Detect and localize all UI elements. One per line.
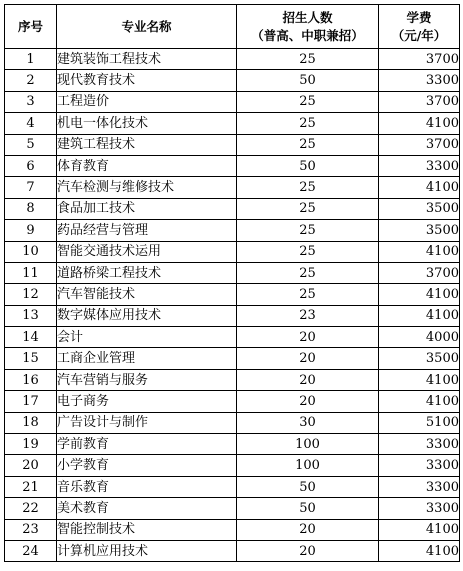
row-fee: 4100 bbox=[379, 284, 460, 305]
table-row bbox=[5, 220, 460, 241]
table-row bbox=[5, 177, 460, 198]
row-index: 22 bbox=[5, 498, 57, 519]
row-major-name: 电子商务 bbox=[57, 391, 237, 412]
row-enrollment: 50 bbox=[237, 476, 379, 497]
row-fee: 3500 bbox=[379, 348, 460, 369]
row-enrollment: 20 bbox=[237, 391, 379, 412]
table-row bbox=[5, 305, 460, 326]
table-row bbox=[5, 498, 460, 519]
row-index: 3 bbox=[5, 91, 57, 112]
row-enrollment: 23 bbox=[237, 305, 379, 326]
row-major-name: 道路桥梁工程技术 bbox=[57, 262, 237, 283]
row-fee: 4100 bbox=[379, 540, 460, 561]
row-index: 21 bbox=[5, 476, 57, 497]
row-fee: 3300 bbox=[379, 455, 460, 476]
row-fee: 3300 bbox=[379, 434, 460, 455]
row-major-name: 计算机应用技术 bbox=[57, 540, 237, 561]
row-fee: 3300 bbox=[379, 498, 460, 519]
row-enrollment: 20 bbox=[237, 348, 379, 369]
row-index: 13 bbox=[5, 305, 57, 326]
row-enrollment: 25 bbox=[237, 134, 379, 155]
row-index: 8 bbox=[5, 198, 57, 219]
row-index: 23 bbox=[5, 519, 57, 540]
row-fee: 3300 bbox=[379, 70, 460, 91]
row-major-name: 现代教育技术 bbox=[57, 70, 237, 91]
row-major-name: 汽车智能技术 bbox=[57, 284, 237, 305]
row-enrollment: 25 bbox=[237, 49, 379, 70]
row-fee: 4100 bbox=[379, 305, 460, 326]
table-row bbox=[5, 476, 460, 497]
row-major-name: 建筑工程技术 bbox=[57, 134, 237, 155]
table-row bbox=[5, 391, 460, 412]
row-enrollment: 100 bbox=[237, 434, 379, 455]
row-index: 24 bbox=[5, 540, 57, 561]
row-major-name: 会计 bbox=[57, 327, 237, 348]
row-enrollment: 20 bbox=[237, 327, 379, 348]
row-enrollment: 25 bbox=[237, 177, 379, 198]
row-major-name: 智能控制技术 bbox=[57, 519, 237, 540]
row-major-name: 建筑装饰工程技术 bbox=[57, 49, 237, 70]
row-enrollment: 25 bbox=[237, 91, 379, 112]
header-row bbox=[5, 5, 460, 49]
row-fee: 4100 bbox=[379, 519, 460, 540]
table-row bbox=[5, 369, 460, 390]
table-row bbox=[5, 327, 460, 348]
row-index: 6 bbox=[5, 155, 57, 176]
row-major-name: 数字媒体应用技术 bbox=[57, 305, 237, 326]
row-major-name: 汽车检测与维修技术 bbox=[57, 177, 237, 198]
header-fee bbox=[379, 5, 460, 49]
row-fee: 4100 bbox=[379, 391, 460, 412]
row-index: 1 bbox=[5, 49, 57, 70]
row-fee: 4000 bbox=[379, 327, 460, 348]
table-row bbox=[5, 434, 460, 455]
table-row bbox=[5, 519, 460, 540]
row-enrollment: 50 bbox=[237, 498, 379, 519]
row-fee: 3700 bbox=[379, 262, 460, 283]
row-fee: 4100 bbox=[379, 369, 460, 390]
row-index: 20 bbox=[5, 455, 57, 476]
table-row bbox=[5, 284, 460, 305]
row-index: 17 bbox=[5, 391, 57, 412]
table-row bbox=[5, 455, 460, 476]
row-enrollment: 20 bbox=[237, 369, 379, 390]
row-enrollment: 25 bbox=[237, 284, 379, 305]
row-index: 15 bbox=[5, 348, 57, 369]
row-index: 11 bbox=[5, 262, 57, 283]
row-enrollment: 25 bbox=[237, 262, 379, 283]
row-index: 7 bbox=[5, 177, 57, 198]
row-enrollment: 30 bbox=[237, 412, 379, 433]
row-index: 18 bbox=[5, 412, 57, 433]
row-enrollment: 20 bbox=[237, 540, 379, 561]
header-enrollment-note: （普高、中职兼招） bbox=[251, 27, 364, 43]
row-fee: 3500 bbox=[379, 198, 460, 219]
row-index: 12 bbox=[5, 284, 57, 305]
row-enrollment: 25 bbox=[237, 113, 379, 134]
row-index: 10 bbox=[5, 241, 57, 262]
row-fee: 3300 bbox=[379, 155, 460, 176]
row-index: 4 bbox=[5, 113, 57, 134]
header-enrollment-title: 招生人数 bbox=[282, 9, 333, 25]
row-index: 9 bbox=[5, 220, 57, 241]
table-row bbox=[5, 155, 460, 176]
header-fee-unit: （元/年） bbox=[391, 27, 447, 43]
row-major-name: 音乐教育 bbox=[57, 476, 237, 497]
table-header bbox=[5, 5, 460, 49]
row-fee: 3500 bbox=[379, 220, 460, 241]
table-row bbox=[5, 113, 460, 134]
row-fee: 3300 bbox=[379, 476, 460, 497]
row-major-name: 汽车营销与服务 bbox=[57, 369, 237, 390]
row-enrollment: 50 bbox=[237, 155, 379, 176]
table-row bbox=[5, 412, 460, 433]
row-fee: 4100 bbox=[379, 177, 460, 198]
header-index: 序号 bbox=[5, 5, 57, 49]
table-row bbox=[5, 241, 460, 262]
row-major-name: 工商企业管理 bbox=[57, 348, 237, 369]
enrollment-table bbox=[4, 4, 460, 562]
table-row bbox=[5, 70, 460, 91]
table-row bbox=[5, 198, 460, 219]
row-enrollment: 50 bbox=[237, 70, 379, 91]
table-row bbox=[5, 262, 460, 283]
table-row bbox=[5, 91, 460, 112]
table-row bbox=[5, 134, 460, 155]
row-index: 16 bbox=[5, 369, 57, 390]
row-enrollment: 25 bbox=[237, 198, 379, 219]
row-fee: 3700 bbox=[379, 134, 460, 155]
row-major-name: 学前教育 bbox=[57, 434, 237, 455]
row-enrollment: 25 bbox=[237, 220, 379, 241]
row-major-name: 广告设计与制作 bbox=[57, 412, 237, 433]
table-body bbox=[5, 49, 460, 562]
table-row bbox=[5, 49, 460, 70]
table-row bbox=[5, 540, 460, 561]
row-fee: 4100 bbox=[379, 113, 460, 134]
header-enrollment bbox=[237, 5, 379, 49]
row-index: 5 bbox=[5, 134, 57, 155]
row-major-name: 小学教育 bbox=[57, 455, 237, 476]
row-major-name: 美术教育 bbox=[57, 498, 237, 519]
row-major-name: 智能交通技术运用 bbox=[57, 241, 237, 262]
table-row bbox=[5, 348, 460, 369]
row-fee: 4100 bbox=[379, 241, 460, 262]
row-enrollment: 25 bbox=[237, 241, 379, 262]
row-major-name: 食品加工技术 bbox=[57, 198, 237, 219]
row-major-name: 机电一体化技术 bbox=[57, 113, 237, 134]
row-index: 19 bbox=[5, 434, 57, 455]
row-index: 14 bbox=[5, 327, 57, 348]
row-enrollment: 100 bbox=[237, 455, 379, 476]
row-fee: 3700 bbox=[379, 91, 460, 112]
row-major-name: 体育教育 bbox=[57, 155, 237, 176]
row-index: 2 bbox=[5, 70, 57, 91]
header-major: 专业名称 bbox=[57, 5, 237, 49]
row-enrollment: 20 bbox=[237, 519, 379, 540]
row-major-name: 工程造价 bbox=[57, 91, 237, 112]
row-fee: 5100 bbox=[379, 412, 460, 433]
header-fee-title: 学费 bbox=[406, 9, 432, 25]
row-major-name: 药品经营与管理 bbox=[57, 220, 237, 241]
row-fee: 3700 bbox=[379, 49, 460, 70]
